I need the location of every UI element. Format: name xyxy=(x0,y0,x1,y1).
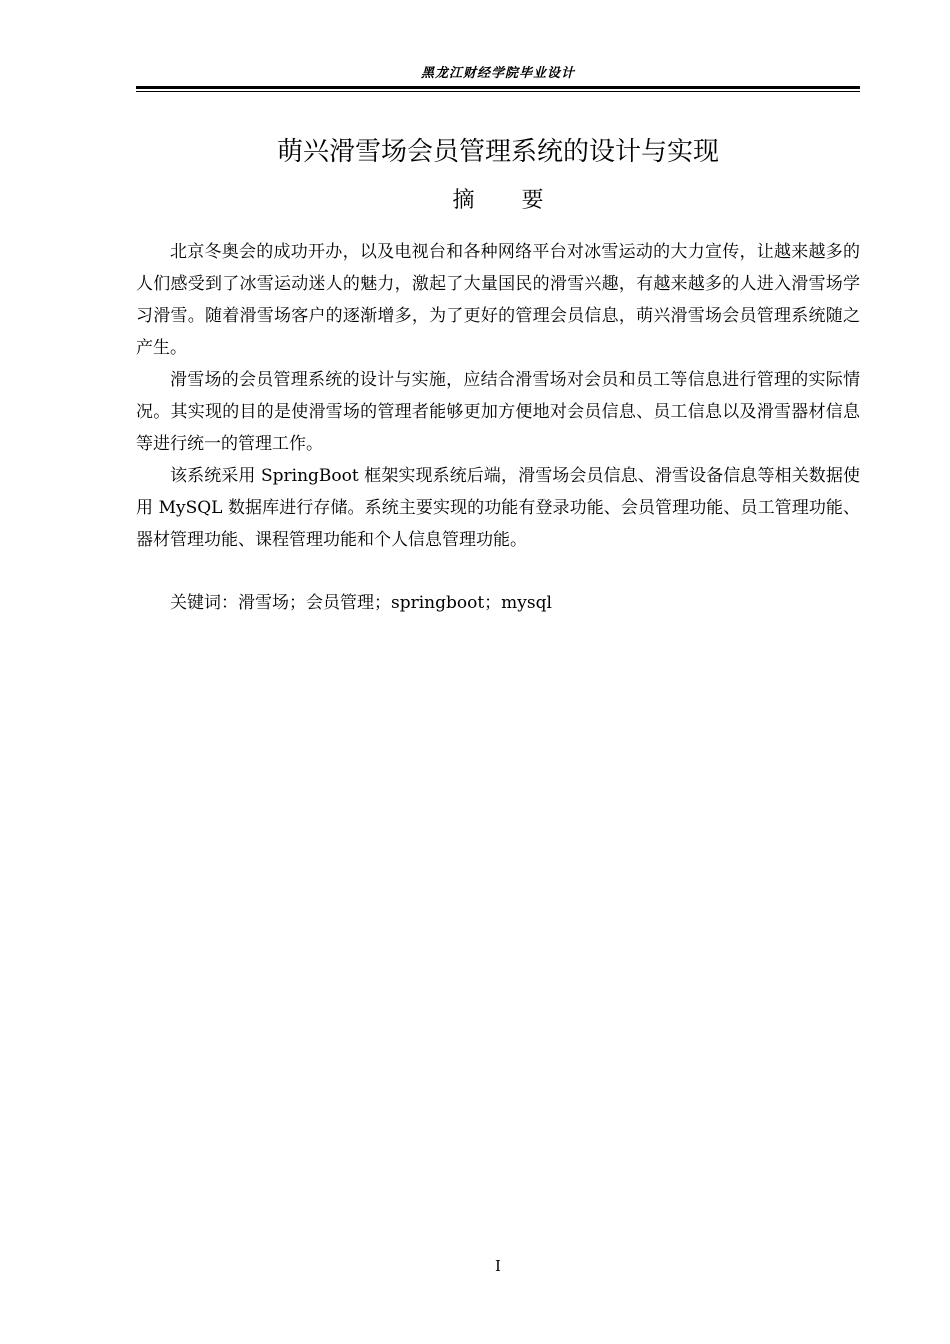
keywords-line xyxy=(170,589,552,617)
keywords-value: 滑雪场；会员管理；springboot；mysql xyxy=(238,593,552,613)
header-rule-thick xyxy=(136,86,860,89)
header-institution: 黑龙江财经学院毕业设计 xyxy=(420,66,575,81)
page-number: I xyxy=(495,1257,501,1275)
abstract-paragraph-1: 北京冬奥会的成功开办，以及电视台和各种网络平台对冰雪运动的大力宣传，让越来越多的人们感受到了冰雪运动迷人的魅力，激起了大量国民的滑雪兴趣，有越来越多的人进入滑雪场学习滑雪。随着滑雪场客户的逐渐增多，为了更好的管理会员信息，萌兴滑雪场会员管理系统随之产生。 xyxy=(136,242,860,358)
abstract-heading: 摘 要 xyxy=(452,188,544,213)
document-title: 萌兴滑雪场会员管理系统的设计与实现 xyxy=(276,137,719,167)
abstract-body xyxy=(136,236,860,556)
header-rule-thin xyxy=(136,91,860,92)
abstract-paragraph-2: 滑雪场的会员管理系统的设计与实施，应结合滑雪场对会员和员工等信息进行管理的实际情况。其实现的目的是使滑雪场的管理者能够更加方便地对会员信息、员工信息以及滑雪器材信息等进行统一的管理工作。 xyxy=(136,370,860,454)
keywords-label: 关键词： xyxy=(170,593,238,613)
abstract-paragraph-3: 该系统采用 SpringBoot 框架实现系统后端，滑雪场会员信息、滑雪设备信息等相关数据使用 MySQL 数据库进行存储。系统主要实现的功能有登录功能、会员管理功能、员工管理功能、器材管理功能、课程管理功能和个人信息管理功能。 xyxy=(136,466,860,550)
